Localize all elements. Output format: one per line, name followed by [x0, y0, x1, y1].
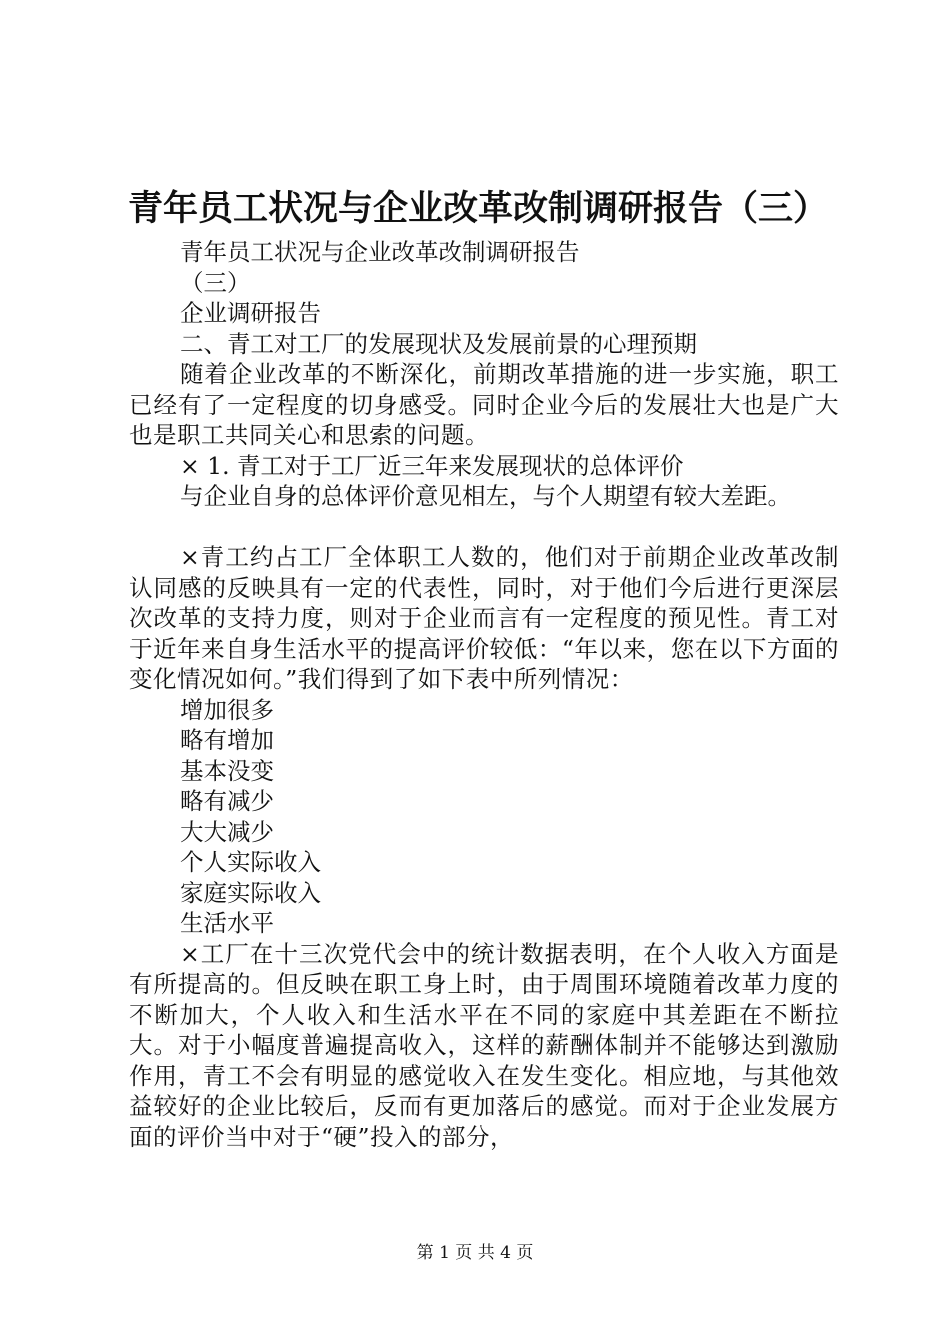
section-heading: 二、青工对工厂的发展现状及发展前景的心理预期 [180, 329, 697, 358]
subsection-heading: × 1. 青工对于工厂近三年来发展现状的总体评价 [180, 451, 684, 480]
paragraph-statistics: ×工厂在十三次党代会中的统计数据表明，在个人收入方面是有所提高的。但反映在职工身上时，由于周围环境随着改革力度的不断加大，个人收入和生活水平在不同的家庭中其差距在不断拉大。对于小幅度普遍提高收入，这样的薪酬体制并不能够达到激励作用，青工不会有明显的感觉收入在发生变化。相应地，与其他效益较好的企业比较后，反而有更加落后的感觉。而对于企业发展方面的评价当中对于“硬”投入的部分， [129, 939, 839, 1151]
blank-line [129, 512, 839, 543]
table-item: 基本没变 [180, 756, 274, 785]
category-line: 企业调研报告 [180, 299, 321, 327]
table-item: 家庭实际收入 [180, 878, 321, 907]
table-item: 大大减少 [180, 817, 274, 846]
subtitle-number: （三） [180, 268, 251, 297]
evaluation-line: 与企业自身的总体评价意见相左，与个人期望有较大差距。 [180, 482, 791, 510]
table-item: 略有增加 [180, 726, 274, 754]
table-item: 个人实际收入 [180, 848, 321, 876]
document-title: 青年员工状况与企业改革改制调研报告（三） [128, 188, 829, 229]
table-item: 增加很多 [180, 695, 274, 724]
paragraph-survey: ×青工约占工厂全体职工人数的，他们对于前期企业改革改制认同感的反映具有一定的代表性，同时，对于他们今后进行更深层次改革的支持力度，则对于企业而言有一定程度的预见性。青工对于近年来自身生活水平的提高评价较低：“年以来，您在以下方面的变化情况如何。”我们得到了如下表中所列情况： [129, 543, 839, 693]
subtitle-line: 青年员工状况与企业改革改制调研报告 [180, 238, 580, 266]
page-footer: 第 1 页 共 4 页 [416, 1243, 534, 1263]
table-item: 生活水平 [180, 909, 274, 937]
paragraph-intro: 随着企业改革的不断深化，前期改革措施的进一步实施，职工已经有了一定程度的切身感受。同时企业今后的发展壮大也是广大也是职工共同关心和思索的问题。 [129, 360, 839, 449]
document-body [129, 237, 839, 1152]
table-item: 略有减少 [180, 787, 274, 815]
